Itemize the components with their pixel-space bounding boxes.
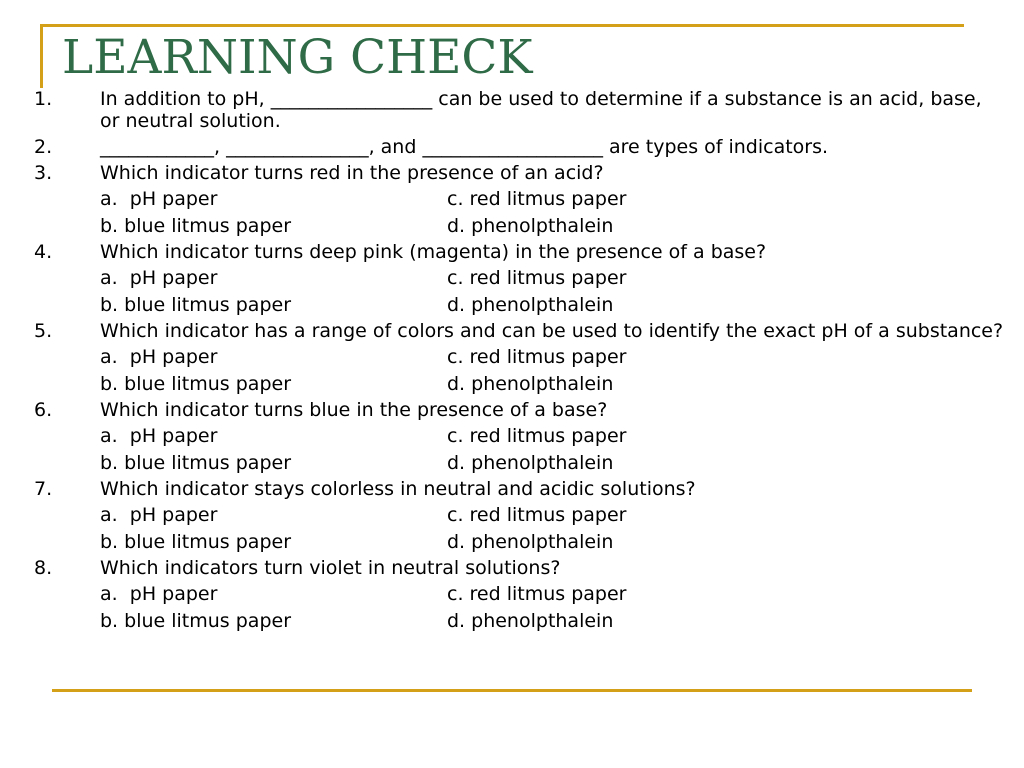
question-number: 8. bbox=[34, 557, 53, 579]
option-d: d. phenolpthalein bbox=[447, 215, 614, 237]
option-b: b. blue litmus paper bbox=[100, 452, 292, 474]
question-text: Which indicator turns red in the presence of an acid? bbox=[100, 162, 604, 184]
question-row bbox=[34, 320, 1006, 342]
frame-bottom-line bbox=[52, 689, 972, 692]
option-a: a. pH paper bbox=[100, 504, 218, 526]
option-row bbox=[100, 267, 1006, 289]
option-c: c. red litmus paper bbox=[447, 346, 627, 368]
question-number: 4. bbox=[34, 241, 53, 263]
question-item bbox=[34, 557, 1006, 632]
option-row bbox=[100, 294, 1006, 316]
question-item bbox=[34, 399, 1006, 474]
option-row bbox=[100, 346, 1006, 368]
option-a: a. pH paper bbox=[100, 583, 218, 605]
option-row bbox=[100, 504, 1006, 526]
question-number: 5. bbox=[34, 320, 53, 342]
option-b: b. blue litmus paper bbox=[100, 531, 292, 553]
option-row bbox=[100, 425, 1006, 447]
question-text: ____________, _______________, and ___________________ are types of indicators. bbox=[100, 136, 829, 158]
question-text: In addition to pH, _________________ can be used to determine if a substance is an acid, base, or neutral solution. bbox=[100, 88, 982, 132]
option-b: b. blue litmus paper bbox=[100, 373, 292, 395]
question-row bbox=[34, 88, 1006, 132]
question-text: Which indicator stays colorless in neutral and acidic solutions? bbox=[100, 478, 696, 500]
option-row bbox=[100, 373, 1006, 395]
option-a: a. pH paper bbox=[100, 267, 218, 289]
question-row bbox=[34, 162, 1006, 184]
question-text: Which indicators turn violet in neutral solutions? bbox=[100, 557, 561, 579]
question-text: Which indicator has a range of colors and can be used to identify the exact pH of a substance? bbox=[100, 320, 1004, 342]
question-number: 6. bbox=[34, 399, 53, 421]
option-row bbox=[100, 188, 1006, 210]
option-d: d. phenolpthalein bbox=[447, 452, 614, 474]
question-item bbox=[34, 162, 1006, 237]
frame-top-line bbox=[40, 24, 964, 27]
option-d: d. phenolpthalein bbox=[447, 294, 614, 316]
option-a: a. pH paper bbox=[100, 346, 218, 368]
question-item bbox=[34, 320, 1006, 395]
question-number: 1. bbox=[34, 88, 53, 110]
option-c: c. red litmus paper bbox=[447, 425, 627, 447]
question-row bbox=[34, 557, 1006, 579]
question-number: 7. bbox=[34, 478, 53, 500]
option-a: a. pH paper bbox=[100, 425, 218, 447]
question-row bbox=[34, 241, 1006, 263]
option-row bbox=[100, 452, 1006, 474]
option-b: b. blue litmus paper bbox=[100, 215, 292, 237]
question-row bbox=[34, 399, 1006, 421]
question-row bbox=[34, 478, 1006, 500]
question-list bbox=[34, 88, 1006, 636]
option-c: c. red litmus paper bbox=[447, 188, 627, 210]
option-row bbox=[100, 610, 1006, 632]
option-d: d. phenolpthalein bbox=[447, 373, 614, 395]
option-d: d. phenolpthalein bbox=[447, 610, 614, 632]
question-item bbox=[34, 478, 1006, 553]
option-c: c. red litmus paper bbox=[447, 267, 627, 289]
option-row bbox=[100, 215, 1006, 237]
option-row bbox=[100, 583, 1006, 605]
option-a: a. pH paper bbox=[100, 188, 218, 210]
frame-left-line bbox=[40, 24, 43, 88]
question-item bbox=[34, 88, 1006, 132]
option-b: b. blue litmus paper bbox=[100, 610, 292, 632]
question-row bbox=[34, 136, 1006, 158]
question-number: 2. bbox=[34, 136, 53, 158]
option-c: c. red litmus paper bbox=[447, 504, 627, 526]
question-item bbox=[34, 241, 1006, 316]
question-text: Which indicator turns deep pink (magenta) in the presence of a base? bbox=[100, 241, 767, 263]
question-number: 3. bbox=[34, 162, 53, 184]
option-b: b. blue litmus paper bbox=[100, 294, 292, 316]
option-c: c. red litmus paper bbox=[447, 583, 627, 605]
question-item bbox=[34, 136, 1006, 158]
option-row bbox=[100, 531, 1006, 553]
question-text: Which indicator turns blue in the presence of a base? bbox=[100, 399, 608, 421]
option-d: d. phenolpthalein bbox=[447, 531, 614, 553]
slide-title: LEARNING CHECK bbox=[62, 30, 533, 85]
